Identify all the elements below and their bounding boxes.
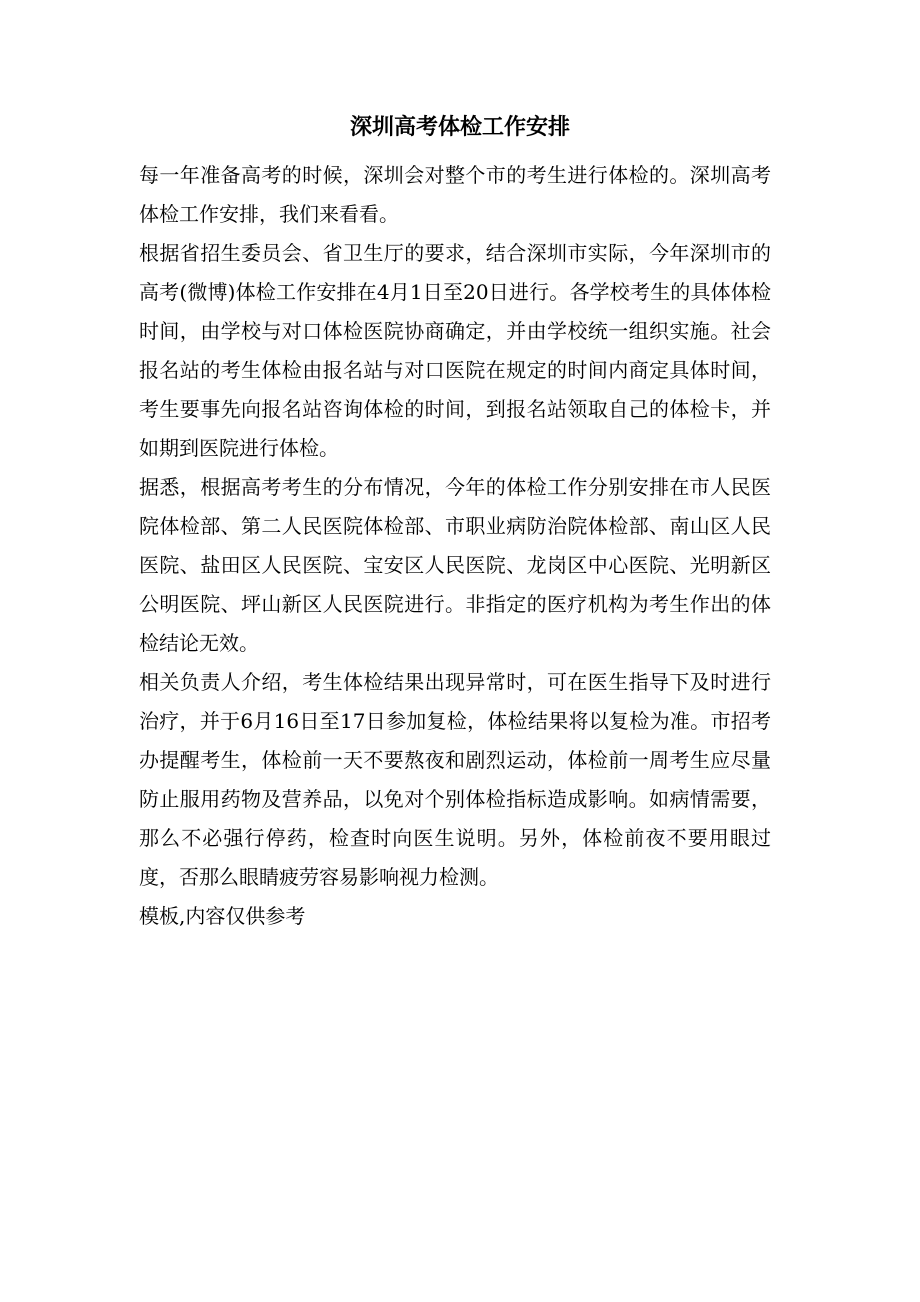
paragraph-recheck-advice: 相关负责人介绍，考生体检结果出现异常时，可在医生指导下及时进行治疗，并于6月16日至17日参加复检，体检结果将以复检为准。市招考办提醒考生，体检前一天不要熬夜和剧烈运动，体检前一周考生应尽量防止服用药物及营养品，以免对个别体检指标造成影响。如病情需要，那么不必强行停药，检查时向医生说明。另外，体检前夜不要用眼过度，否那么眼睛疲劳容易影响视力检测。 — [139, 670, 771, 889]
document-body — [139, 156, 771, 936]
paragraph-hospitals: 据悉，根据高考考生的分布情况，今年的体检工作分别安排在市人民医院体检部、第二人民医院体检部、市职业病防治院体检部、南山区人民医院、盐田区人民医院、宝安区人民医院、龙岗区中心医院、光明新区公明医院、坪山新区人民医院进行。非指定的医疗机构为考生作出的体检结论无效。 — [139, 475, 771, 655]
paragraph-template-note: 模板,内容仅供参考 — [139, 904, 306, 928]
paragraph-intro: 每一年准备高考的时候，深圳会对整个市的考生进行体检的。深圳高考体检工作安排，我们来看看。 — [139, 163, 771, 226]
paragraph-schedule: 根据省招生委员会、省卫生厅的要求，结合深圳市实际，今年深圳市的高考(微博)体检工作安排在4月1日至20日进行。各学校考生的具体体检时间，由学校与对口体检医院协商确定，并由学校统一组织实施。社会报名站的考生体检由报名站与对口医院在规定的时间内商定具体时间，考生要事先向报名站咨询体检的时间，到报名站领取自己的体检卡，并如期到医院进行体检。 — [139, 241, 771, 460]
document-title: 深圳高考体检工作安排 — [349, 115, 570, 140]
